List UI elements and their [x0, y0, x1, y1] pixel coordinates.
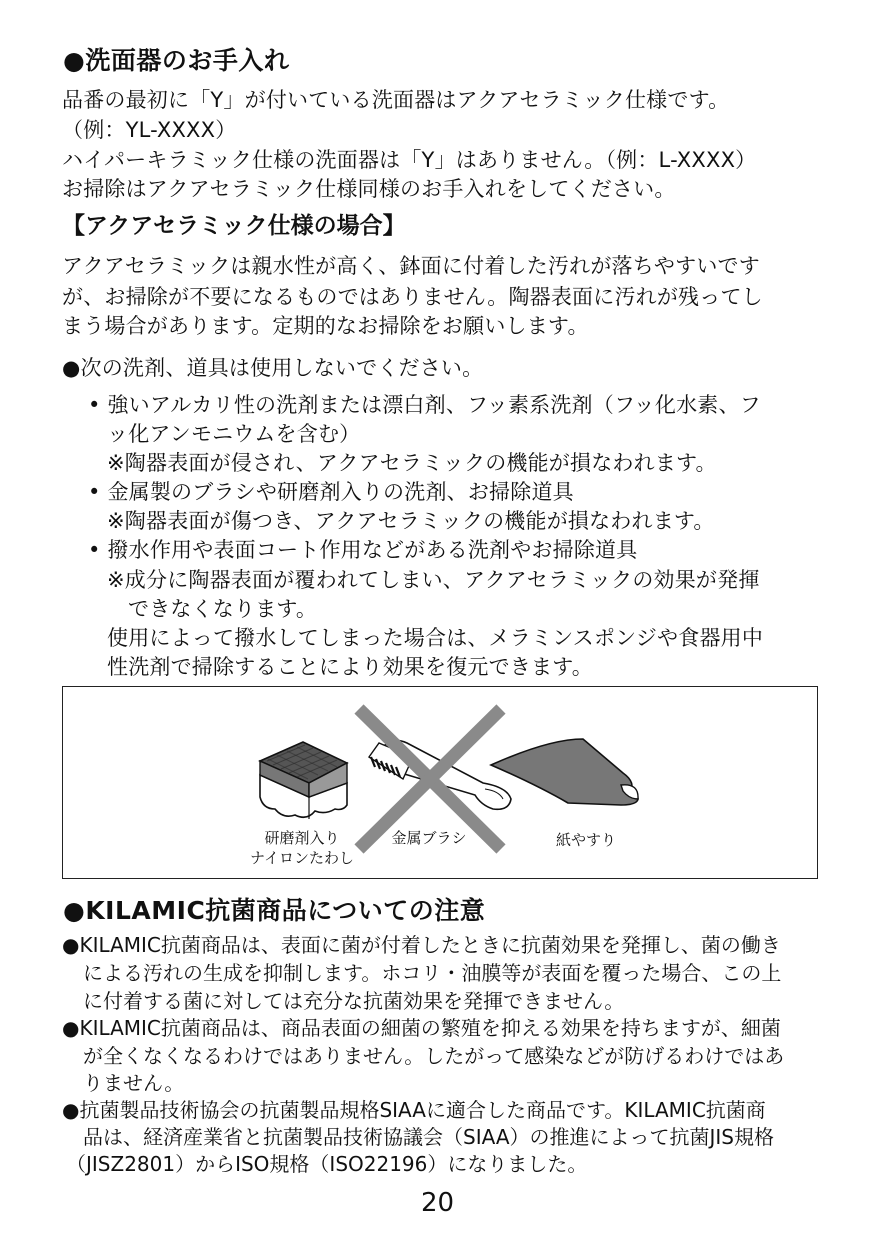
intro-line-3: ハイパーキラミック仕様の洗面器は「Y」はありません。（例：L-XXXX）: [62, 148, 757, 172]
caution-item-1-cont: ッ化アンモニウムを含む）: [107, 422, 361, 446]
prohibited-cross-icon: [359, 709, 501, 849]
page-number: 20: [420, 1188, 455, 1218]
subsection-title-aqua-ceramic: 【アクアセラミック仕様の場合】: [62, 213, 406, 239]
caution-note-2: ※陶器表面が傷つき、アクアセラミックの機能が損なわれます。: [107, 509, 715, 533]
sponge-label-2: ナイロンたわし: [250, 849, 354, 867]
intro-line-4: お掃除はアクアセラミック仕様同様のお手入れをしてください。: [62, 177, 676, 201]
kilamic-line-3: に付着する菌に対しては充分な抗菌効果を発揮できません。: [83, 989, 625, 1013]
kilamic-line-2: による汚れの生成を抑制します。ホコリ・油膜等が表面を覆った場合、この上: [83, 961, 782, 985]
caution-note-1: ※陶器表面が侵され、アクアセラミックの機能が損なわれます。: [107, 451, 717, 475]
intro-line-2: （例：YL-XXXX）: [62, 118, 237, 142]
nylon-scrub-sponge-icon: [260, 742, 347, 819]
caution-item-3: • 撥水作用や表面コート作用などがある洗剤やお掃除道具: [88, 538, 638, 562]
section-title-kilamic: ●KILAMIC抗菌商品についての注意: [63, 896, 486, 925]
restore-line-2: 性洗剤で掃除することにより効果を復元できます。: [107, 655, 593, 679]
caution-item-1: • 強いアルカリ性の洗剤または漂白剤、フッ素系洗剤（フッ化水素、フ: [88, 393, 761, 417]
prohibited-tools-illustration: [63, 687, 819, 880]
sandpaper-icon: [491, 739, 638, 805]
restore-line-1: 使用によって撥水してしまった場合は、メラミンスポンジや食器用中: [107, 626, 764, 650]
brush-label: 金属ブラシ: [391, 829, 467, 847]
sponge-label-1: 研磨剤入り: [264, 829, 340, 847]
paper-label: 紙やすり: [555, 831, 616, 849]
kilamic-line-8: 品は、経済産業省と抗菌製品技術協議会（SIAA）の推進によって抗菌JIS規格: [83, 1125, 775, 1149]
kilamic-line-7: ●抗菌製品技術協会の抗菌製品規格SIAAに適合した商品です。KILAMIC抗菌商: [62, 1098, 766, 1122]
section-title-basin-care: ●洗面器のお手入れ: [63, 46, 290, 75]
para-line-2: が、お掃除が不要になるものではありません。陶器表面に汚れが残ってし: [62, 285, 763, 309]
para-line-1: アクアセラミックは親水性が高く、鉢面に付着した汚れが落ちやすいです: [62, 254, 760, 278]
kilamic-line-6: りません。: [83, 1071, 185, 1095]
kilamic-line-1: ●KILAMIC抗菌商品は、表面に菌が付着したときに抗菌効果を発揮し、菌の働き: [62, 933, 781, 957]
caution-note-3-cont: できなくなります。: [128, 597, 318, 621]
kilamic-line-9: （JISZ2801）からISO規格（ISO22196）になりました。: [66, 1152, 588, 1176]
caution-note-3: ※成分に陶器表面が覆われてしまい、アクアセラミックの効果が発揮: [107, 568, 760, 592]
prohibited-tools-figure: [62, 686, 818, 879]
caution-item-2: • 金属製のブラシや研磨剤入りの洗剤、お掃除道具: [88, 480, 574, 504]
kilamic-line-4: ●KILAMIC抗菌商品は、商品表面の細菌の繁殖を抑える効果を持ちますが、細菌: [62, 1016, 781, 1040]
caution-heading: ●次の洗剤、道具は使用しないでください。: [62, 356, 484, 380]
intro-line-1: 品番の最初に「Y」が付いている洗面器はアクアセラミック仕様です。: [62, 88, 730, 112]
kilamic-line-5: が全くなくなるわけではありません。したがって感染などが防げるわけではあ: [83, 1044, 785, 1068]
para-line-3: まう場合があります。定期的なお掃除をお願いします。: [62, 314, 589, 338]
